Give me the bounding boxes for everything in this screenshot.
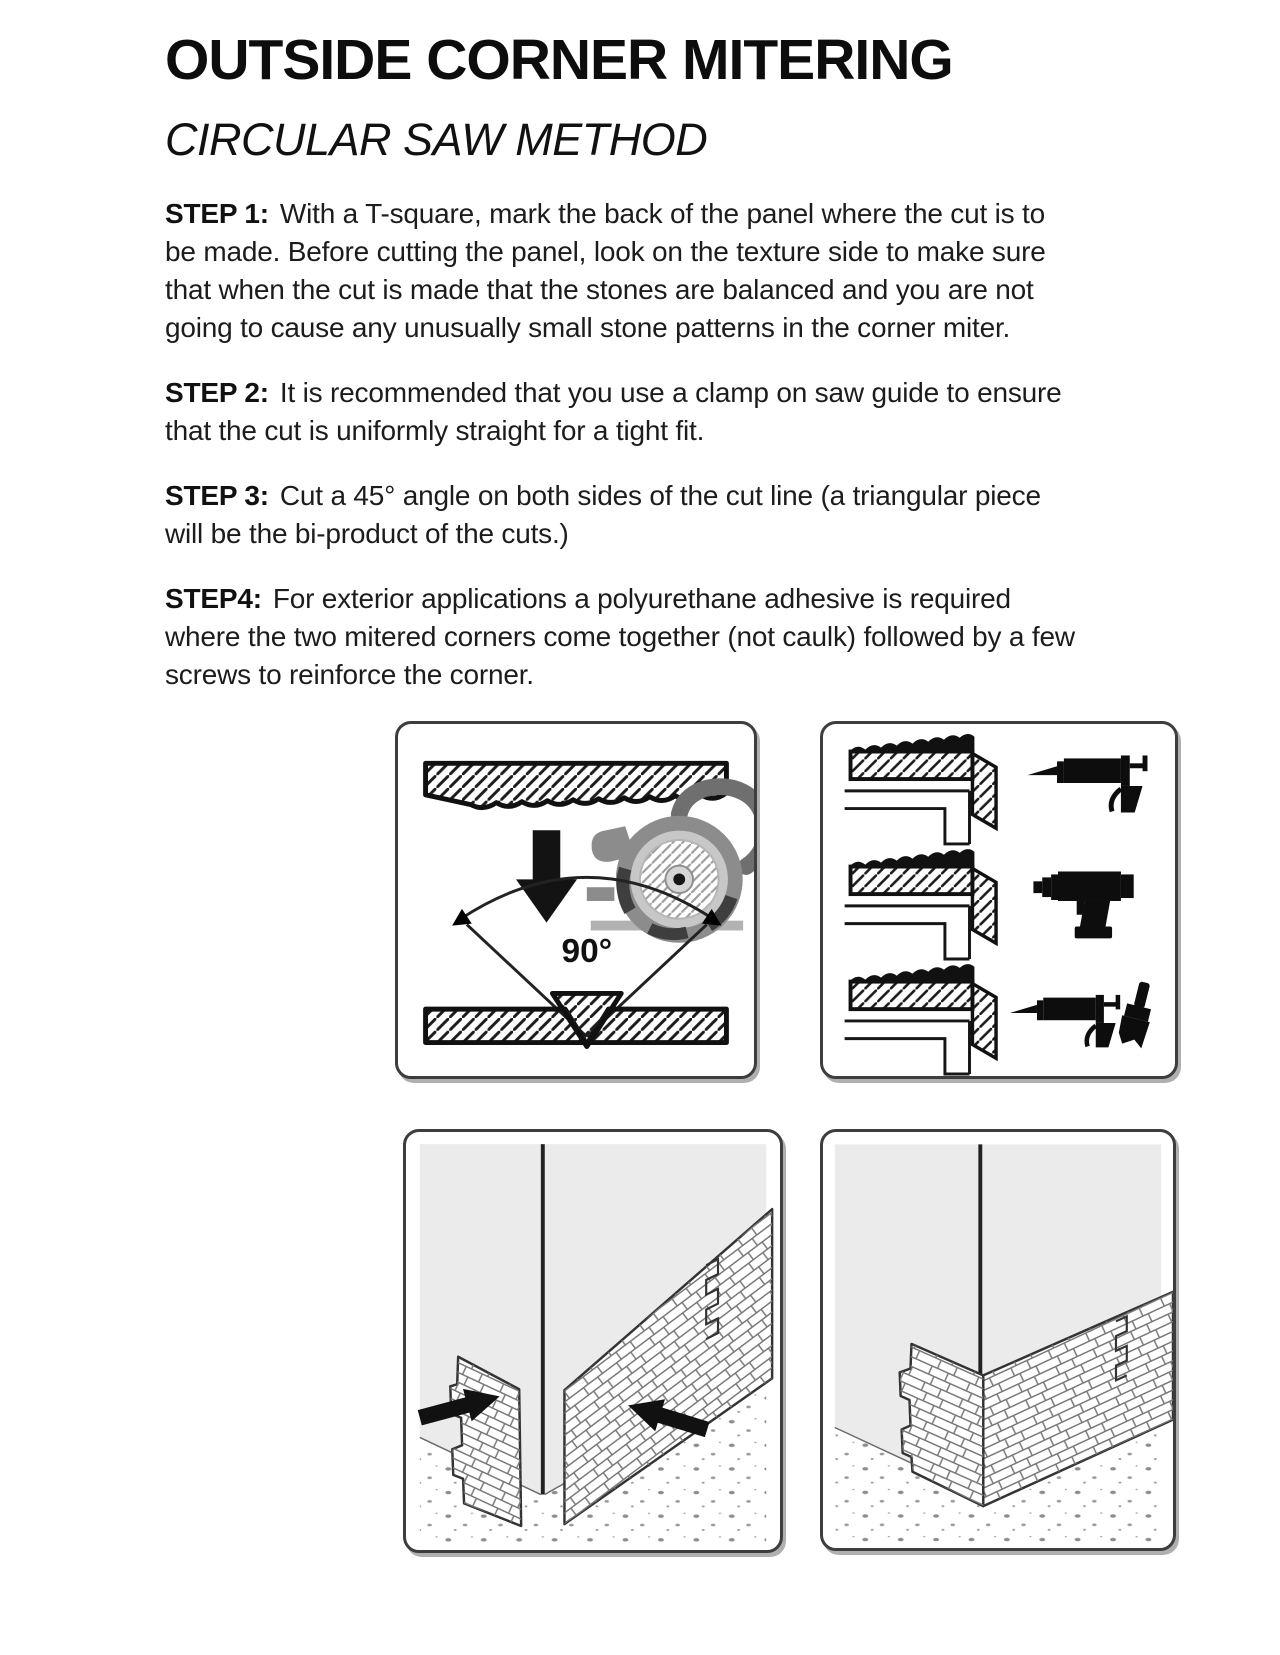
step-3-paragraph [165, 477, 1080, 553]
panel-cross-section-bottom-left [426, 1009, 586, 1042]
step-4-label: STEP4: [165, 582, 262, 614]
step-1-label: STEP 1: [165, 197, 269, 229]
corner-assembly-illustration [823, 724, 1175, 1076]
figures-grid [165, 721, 1280, 1567]
step-4-text: For exterior applications a polyurethane adhesive is required where the two mitered corners come together (not caulk) followed by a few screws to reinforce the corner. [165, 582, 1075, 690]
finished-corner-illustration [823, 1132, 1173, 1548]
drill-icon [1033, 871, 1133, 938]
step-1-paragraph [165, 195, 1080, 347]
paint-brush-icon [1115, 979, 1158, 1049]
step-3-text: Cut a 45° angle on both sides of the cut line (a triangular piece will be the bi-product of the cuts.) [165, 479, 1041, 549]
mitered-corner-profile-1 [845, 734, 996, 844]
step-4-paragraph [165, 580, 1080, 694]
step-1-text: With a T-square, mark the back of the panel where the cut is to be made. Before cutting the panel, look on the texture side to make sure that when the cut is made that the stones are balanced and you are not going to cause any unusually small stone patterns in the corner miter. [165, 197, 1046, 343]
figure-corner-assembly-tools [820, 721, 1178, 1079]
panels-meeting-corner-illustration [406, 1132, 780, 1550]
instruction-steps [165, 195, 1080, 694]
caulk-gun-icon [1028, 755, 1148, 812]
mitered-corner-profile-3 [845, 964, 996, 1074]
mitered-corner-profile-2 [845, 849, 996, 959]
figure-finished-corner [820, 1129, 1176, 1551]
cut-angle-illustration [398, 724, 754, 1076]
figure-panels-meeting-corner [403, 1129, 783, 1553]
figure-cut-angle-diagram [395, 721, 757, 1079]
page-subtitle: CIRCULAR SAW METHOD [165, 113, 708, 165]
step-2-paragraph [165, 374, 1080, 450]
page-title: OUTSIDE CORNER MITERING [165, 28, 953, 92]
angle-label: 90° [561, 932, 613, 970]
step-2-text: It is recommended that you use a clamp on saw guide to ensure that the cut is uniformly straight for a tight fit. [165, 376, 1062, 446]
arc-arrowhead-left [452, 909, 472, 926]
step-3-label: STEP 3: [165, 479, 269, 511]
caulk-gun-icon-2 [1010, 995, 1120, 1047]
down-arrow-icon [516, 830, 577, 922]
corner-edge-line [541, 1144, 545, 1494]
circular-saw-icon [587, 786, 754, 935]
step-2-label: STEP 2: [165, 376, 269, 408]
